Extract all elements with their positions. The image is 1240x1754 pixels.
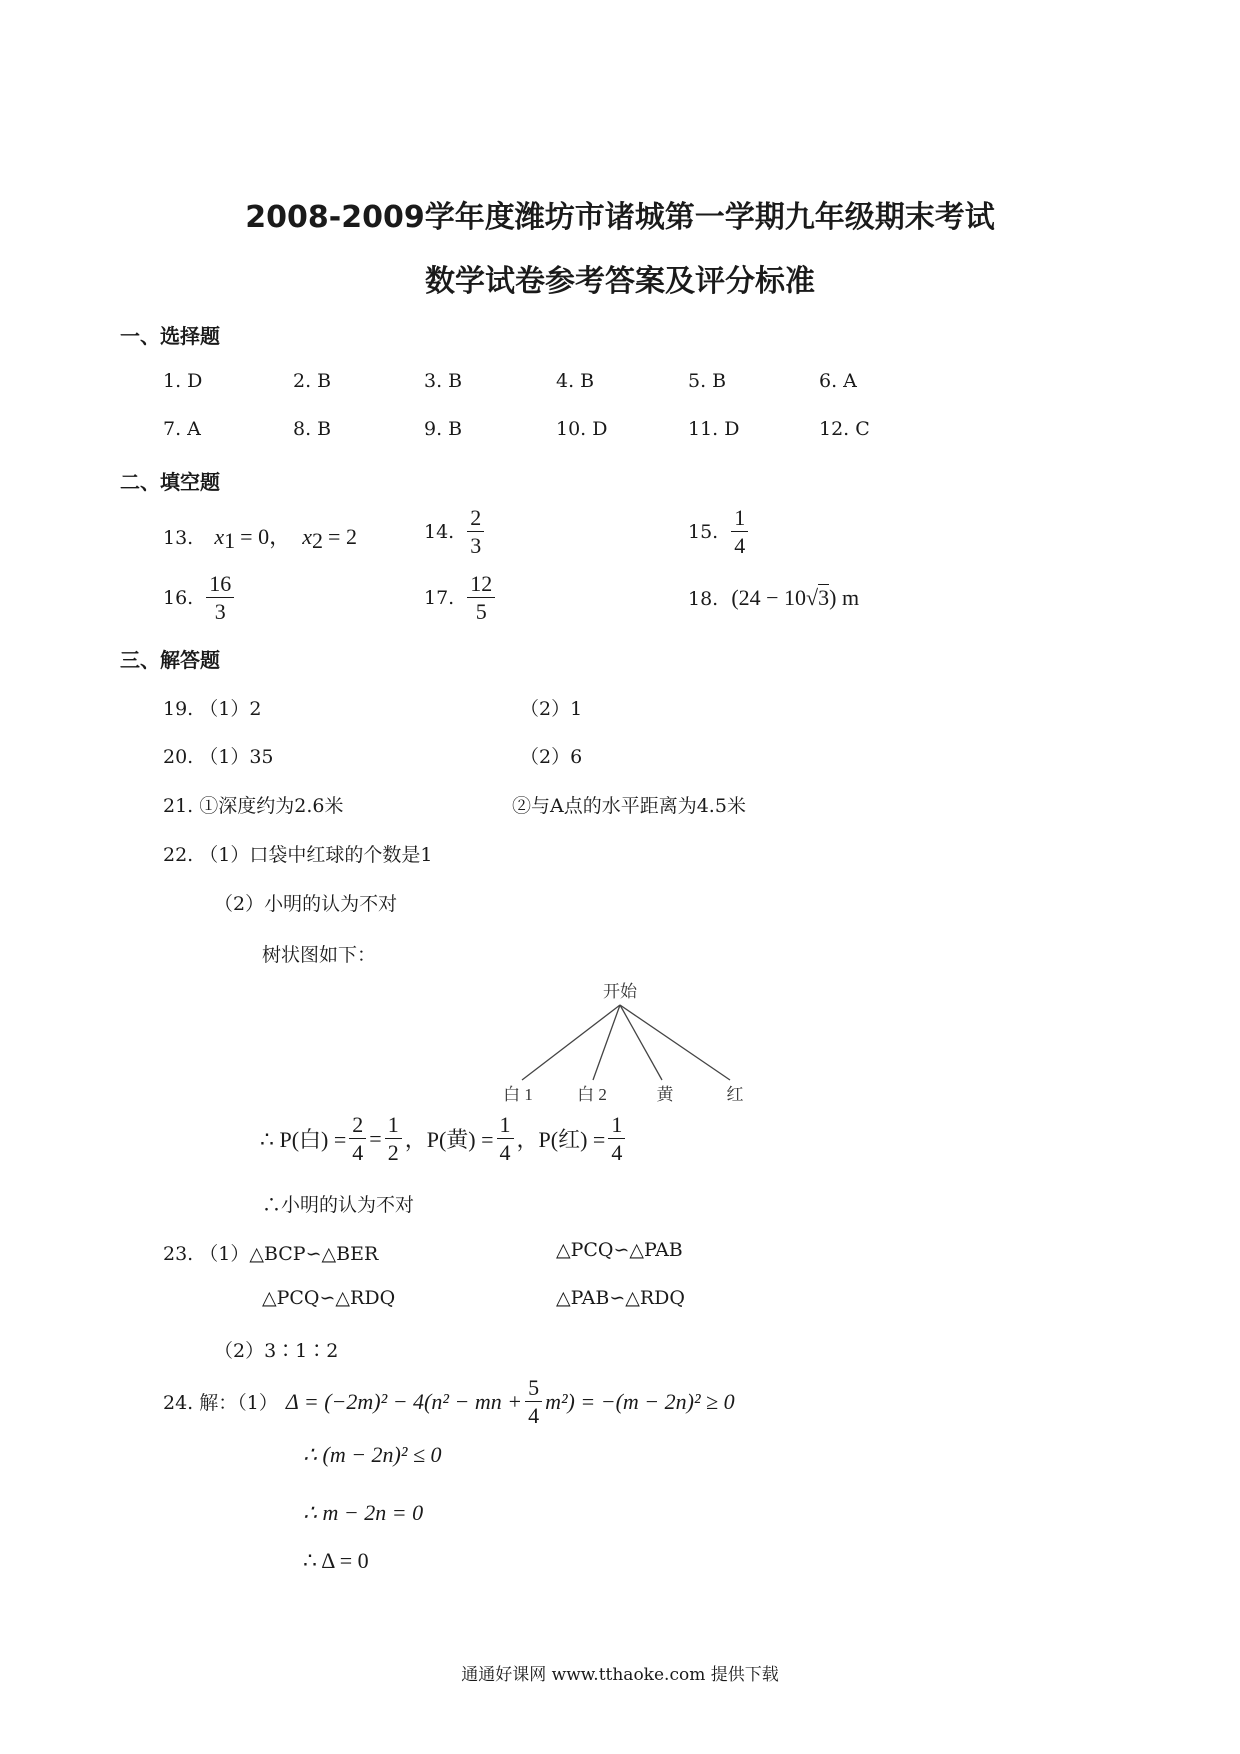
answer-23-line: 23. （1）△BCP∽△BER <box>163 1243 379 1265</box>
answer-24-line3: ∴ m − 2n = 0 <box>303 1500 424 1525</box>
mc-answer: 3. B <box>424 370 463 392</box>
section-heading-solutions: 三、解答题 <box>120 648 220 672</box>
tree-branch <box>593 1005 620 1080</box>
mc-answer: 5. B <box>688 370 727 392</box>
page-subtitle: 数学试卷参考答案及评分标准 <box>425 264 815 299</box>
answer-23-line: △PCQ∽△PAB <box>556 1239 683 1261</box>
mc-answer: 8. B <box>293 418 332 440</box>
answer-22-part1: 22. （1）口袋中红球的个数是1 <box>163 844 433 866</box>
mc-answer: 9. B <box>424 418 463 440</box>
answer-19-part1: 19. （1）2 <box>163 698 262 720</box>
answer-22-part2: （2）小明的认为不对 <box>214 893 398 915</box>
tree-diagram-caption: 树状图如下： <box>262 944 377 966</box>
fill-answer-15: 15. $\frac{1}{4}$ <box>688 506 751 557</box>
mc-answer: 2. B <box>293 370 332 392</box>
fraction: $\frac{1}{2}$ <box>385 1113 402 1164</box>
mc-answer: 1. D <box>163 370 203 392</box>
tree-branch <box>522 1005 620 1080</box>
fill-answer-17: 17. $\frac{12}{5}$ <box>424 572 498 623</box>
page-title: 2008-2009学年度潍坊市诸城第一学期九年级期末考试 <box>245 200 995 235</box>
fill-answer-16: 16. $\frac{16}{3}$ <box>163 572 237 623</box>
probability-equation: ∴ P(白) = $\frac{2}{4}$ = $\frac{1}{2}$ ，P(黄) = $\frac{1}{4}$ ，P(红) = $\frac{1}{4}$ <box>260 1113 628 1164</box>
answer-20-part2: （2）6 <box>520 746 583 768</box>
fraction: $\frac{1}{4}$ <box>731 506 748 557</box>
fraction: $\frac{16}{3}$ <box>206 572 234 623</box>
answer-19-part2: （2）1 <box>520 698 583 720</box>
tree-leaf-label: 白 2 <box>577 1085 607 1104</box>
tree-diagram <box>490 975 760 1105</box>
page-footer: 通通好课网 www.tthaoke.com 提供下载 <box>461 1665 779 1685</box>
mc-answer: 11. D <box>688 418 740 440</box>
tree-leaf-label: 白 1 <box>503 1085 533 1104</box>
tree-branch <box>620 1005 662 1080</box>
fill-answer-13: 13. $x_1 = 0$， $x_2 = 2$ <box>163 524 357 554</box>
fraction: $\frac{1}{4}$ <box>608 1113 625 1164</box>
fraction: $\frac{1}{4}$ <box>497 1113 514 1164</box>
answer-23-line: △PAB∽△RDQ <box>556 1287 685 1309</box>
answer-20-part1: 20. （1）35 <box>163 746 274 768</box>
fill-answer-18: 18. (24 − 10√3) m <box>688 585 860 610</box>
section-heading-choice: 一、选择题 <box>120 324 220 348</box>
fraction: $\frac{5}{4}$ <box>525 1376 542 1427</box>
section-heading-fill: 二、填空题 <box>120 470 220 494</box>
answer-22-conclusion: ∴小明的认为不对 <box>262 1194 415 1216</box>
mc-answer: 12. C <box>819 418 870 440</box>
tree-root-label: 开始 <box>603 982 637 1001</box>
answer-23-part2: （2）3∶1∶2 <box>214 1340 339 1362</box>
answer-23-line: △PCQ∽△RDQ <box>262 1287 396 1309</box>
mc-answer: 6. A <box>819 370 857 392</box>
tree-leaf-label: 黄 <box>656 1085 674 1104</box>
answer-21-part1: 21. ①深度约为2.6米 <box>163 795 344 817</box>
fraction: $\frac{12}{5}$ <box>467 572 495 623</box>
mc-answer: 7. A <box>163 418 201 440</box>
fraction: $\frac{2}{4}$ <box>349 1113 366 1164</box>
answer-24-line2: ∴ (m − 2n)² ≤ 0 <box>303 1442 442 1467</box>
mc-answer: 10. D <box>556 418 608 440</box>
fill-answer-14: 14. $\frac{2}{3}$ <box>424 506 487 557</box>
tree-branch <box>620 1005 730 1080</box>
tree-leaf-label: 红 <box>726 1085 744 1104</box>
answer-21-part2: ②与A点的水平距离为4.5米 <box>512 795 746 817</box>
mc-answer: 4. B <box>556 370 595 392</box>
answer-24-line1: 24. 解：（1） Δ = (−2m)² − 4(n² − mn + $\frac{5}{4}$ m²) = −(m − 2n)² ≥ 0 <box>163 1375 735 1429</box>
answer-24-line4: ∴ Δ = 0 <box>303 1548 369 1573</box>
sqrt-symbol: √ <box>806 585 819 610</box>
fraction: $\frac{2}{3}$ <box>467 506 484 557</box>
